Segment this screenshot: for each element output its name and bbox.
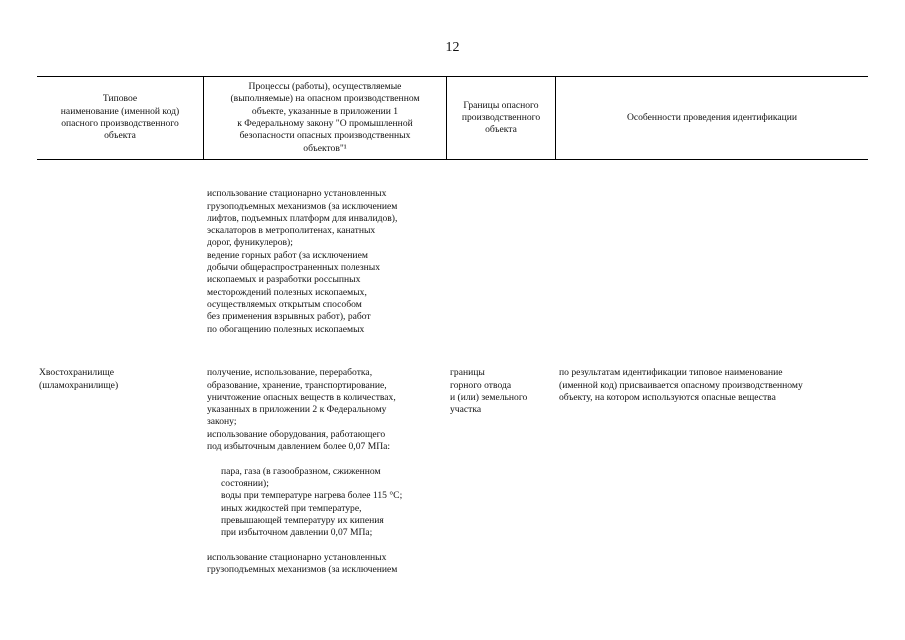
- boundary-cell: [450, 355, 527, 429]
- text-line: эскалаторов в метрополитенах, канатных: [207, 225, 376, 237]
- process-indented-list: [207, 466, 402, 540]
- text-line: пара, газа (в газообразном, сжиженном: [221, 465, 381, 477]
- text-line: использование оборудования, работающего: [207, 428, 386, 440]
- text-line: наименование (именной код): [60, 105, 180, 117]
- text-line: опасного производственного: [61, 118, 179, 129]
- header-boundaries: [447, 77, 555, 159]
- text-line: под избыточным давлением более 0,07 МПа:: [207, 441, 391, 453]
- text-line: месторождений полезных ископаемых,: [207, 286, 367, 298]
- text-line: к Федеральному закону "О промышленной: [237, 118, 413, 129]
- text-line: иных жидкостей при температуре,: [221, 502, 362, 514]
- text-line: производственного: [461, 111, 541, 123]
- text-line: объекту, на котором используются опасные вещества: [559, 391, 776, 403]
- text-line: образование, хранение, транспортирование,: [207, 379, 387, 391]
- text-line: (выполняемые) на опасном производственном: [230, 93, 420, 105]
- text-line: дорог, фуникулеров);: [207, 237, 293, 249]
- identification-cell: [559, 355, 803, 416]
- text-line: объекта: [485, 124, 517, 136]
- text-line: Границы опасного: [463, 99, 539, 111]
- text-line: при избыточном давлении 0,07 МПа;: [221, 527, 373, 539]
- text-line: границы: [450, 367, 485, 379]
- text-line: состоянии);: [221, 477, 269, 489]
- text-line: безопасности опасных производственных: [239, 130, 411, 142]
- page-number: 12: [445, 40, 460, 55]
- text-line: без применения взрывных работ), работ: [207, 311, 371, 323]
- header-object-name: [37, 77, 203, 159]
- table-header-bottom-border: [37, 159, 868, 160]
- text-line: Типовое: [102, 93, 138, 105]
- header-identification: [556, 77, 868, 159]
- text-line: участка: [450, 404, 482, 416]
- text-line: воды при температуре нагрева более 115 °С;: [221, 490, 403, 502]
- text-line: и (или) земельного: [450, 391, 528, 403]
- text-line: добычи общераспространенных полезных: [207, 262, 381, 274]
- text-line: горного отвода: [450, 379, 512, 391]
- text-line: объекте, указанные в приложении 1: [251, 105, 399, 117]
- header-processes: [204, 77, 446, 159]
- text-line: (шламохранилище): [39, 379, 119, 391]
- text-line: по обогащению полезных ископаемых: [207, 323, 365, 335]
- text-line: ведение горных работ (за исключением: [207, 249, 368, 261]
- text-line: объектов"¹: [303, 142, 347, 154]
- continuation-process-text: [207, 176, 397, 348]
- object-name-cell: [39, 355, 118, 404]
- text-line: грузоподъемных механизмов (за исключением: [207, 564, 398, 576]
- text-line: (именной код) присваивается опасному производственному: [559, 379, 803, 391]
- text-line: осуществляемых открытым способом: [207, 298, 362, 310]
- text-line: объекта: [104, 130, 136, 142]
- text-line: уничтожение опасных веществ в количествах,: [207, 391, 396, 403]
- process-cell: [207, 355, 402, 589]
- text-line: Хвостохранилище: [39, 367, 114, 379]
- text-line: ископаемых и разработки россыпных: [207, 274, 361, 286]
- text-line: использование стационарно установленных: [207, 551, 387, 563]
- text-line: закону;: [207, 416, 237, 428]
- text-line: Процессы (работы), осуществляемые: [248, 81, 402, 93]
- text-line: Особенности проведения идентификации: [626, 111, 798, 123]
- text-line: грузоподъемных механизмов (за исключением: [207, 200, 398, 212]
- text-line: указанных в приложении 2 к Федеральному: [207, 404, 387, 416]
- text-line: превышающей температуру их кипения: [221, 514, 384, 526]
- text-line: получение, использование, переработка,: [207, 367, 373, 379]
- text-line: по результатам идентификации типовое наименование: [559, 367, 783, 379]
- text-line: использование стационарно установленных: [207, 188, 387, 200]
- text-line: лифтов, подъемных платформ для инвалидов),: [207, 212, 398, 224]
